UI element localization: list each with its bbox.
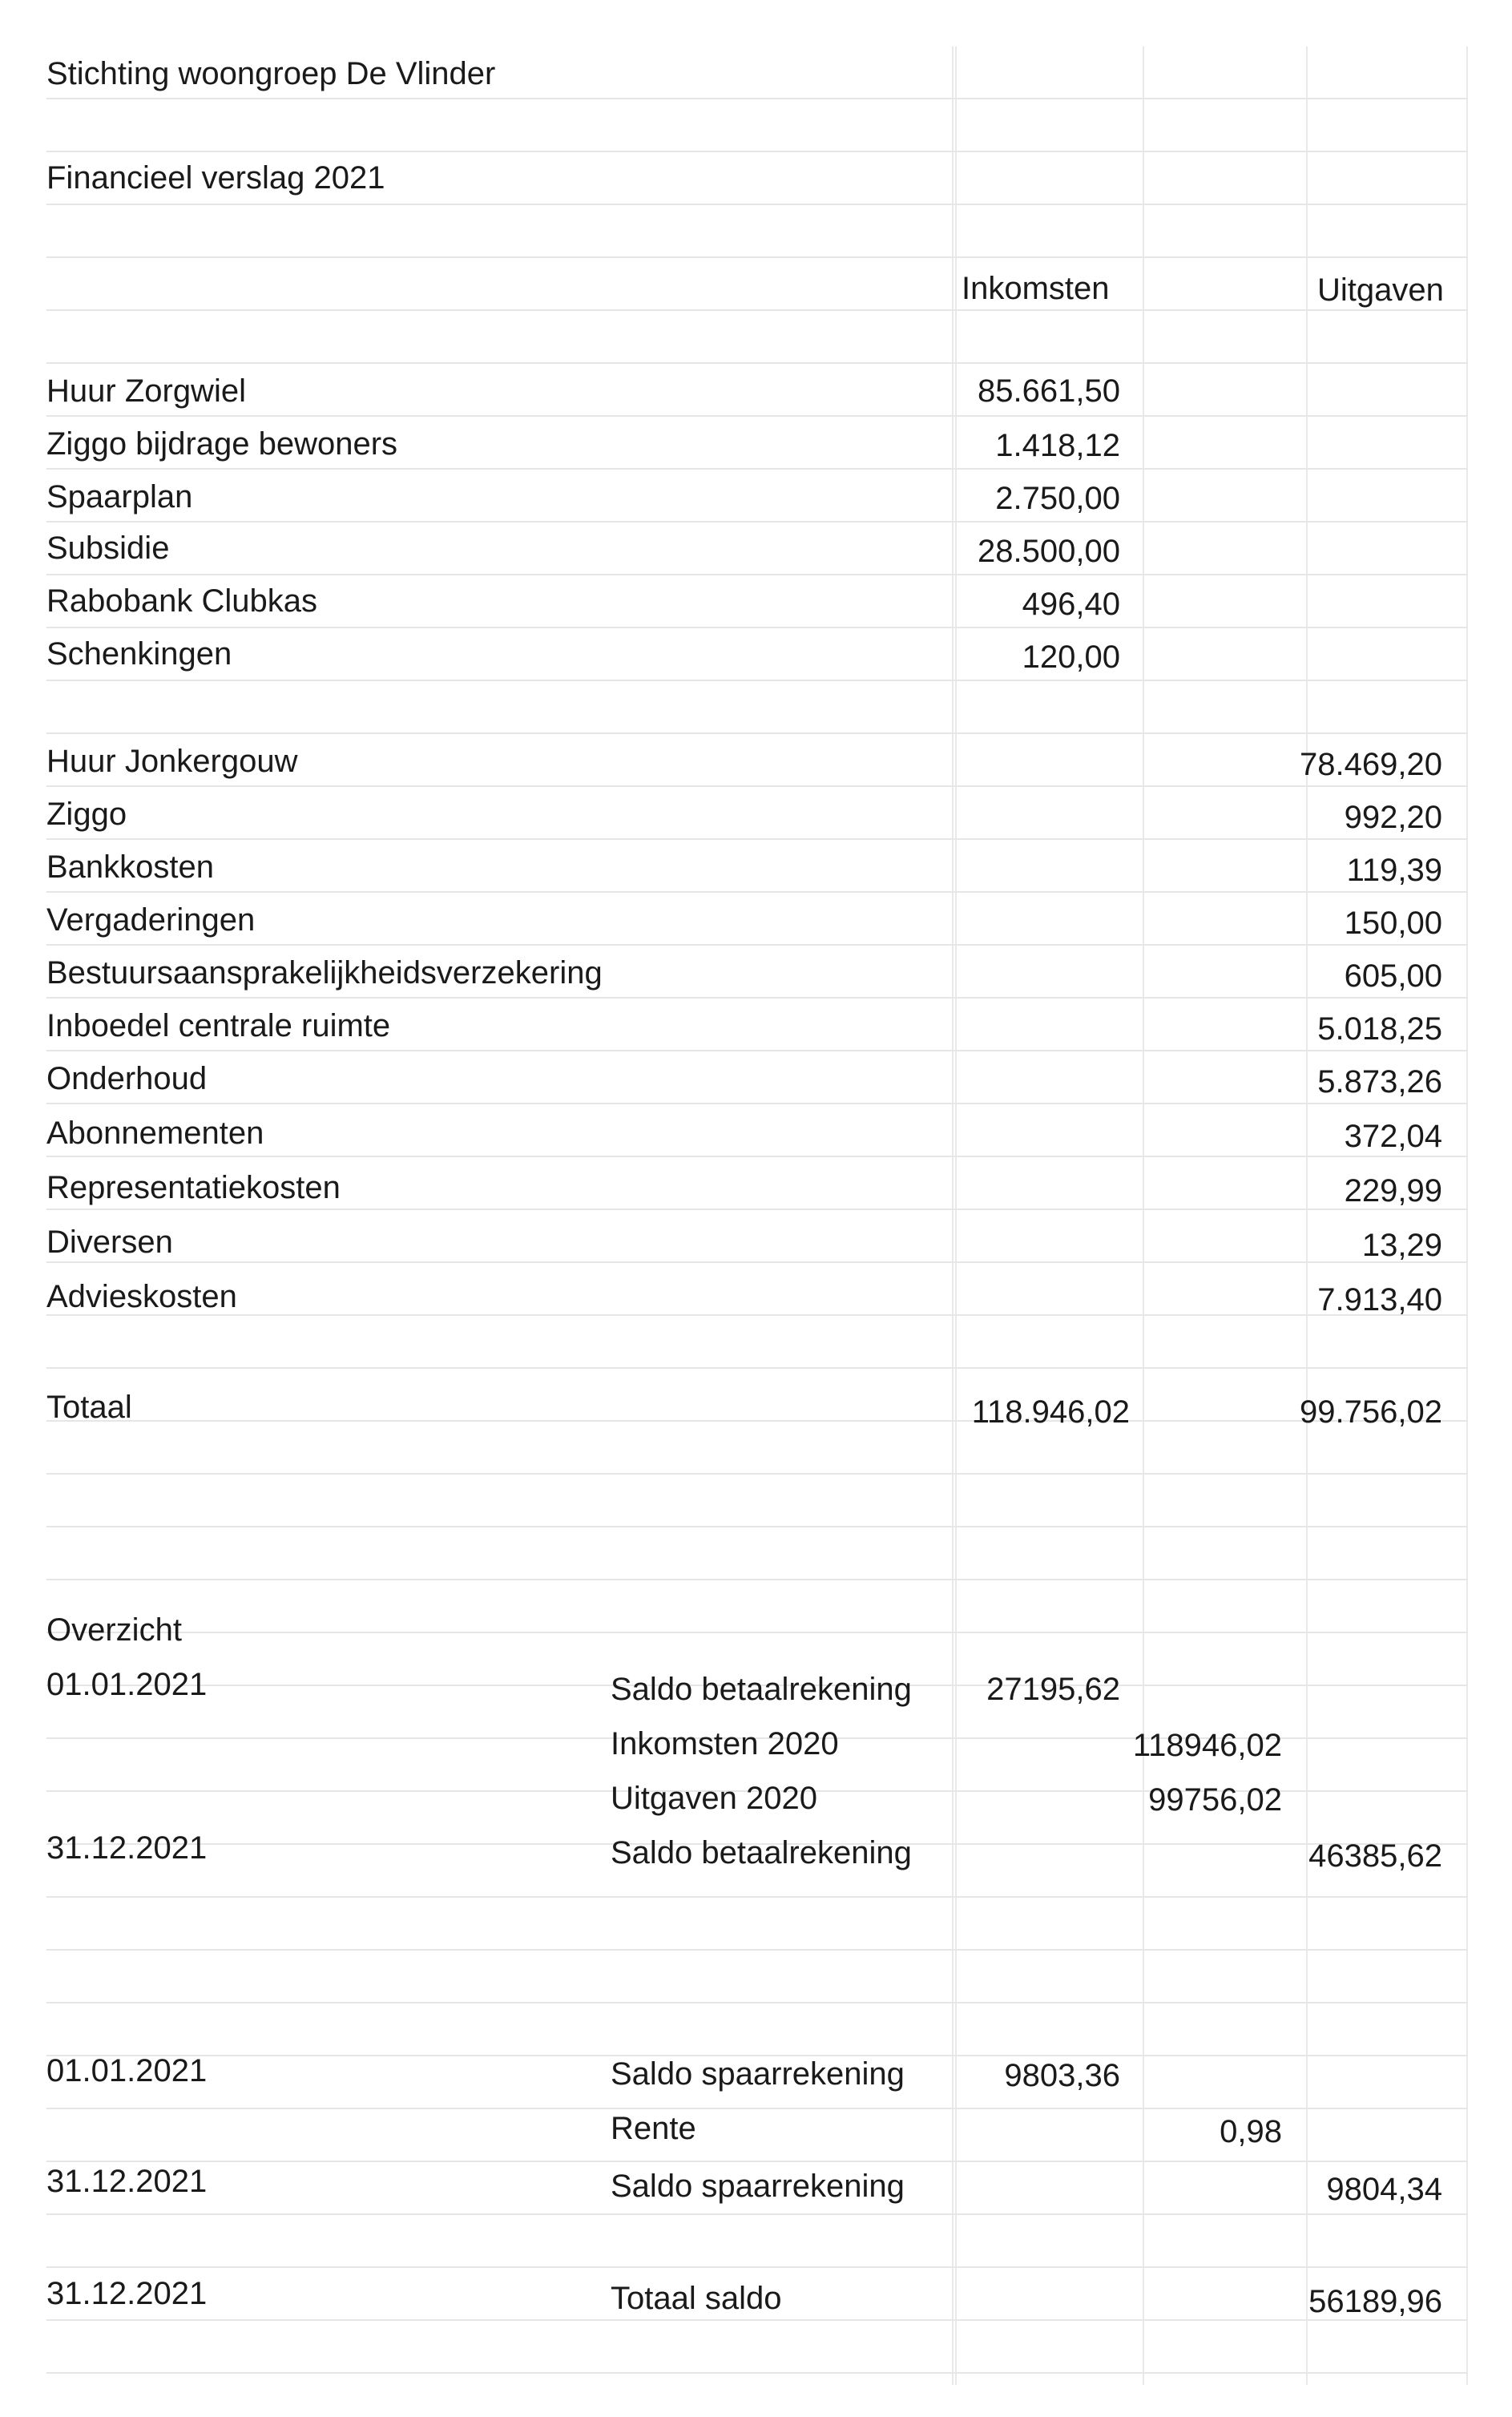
row-divider	[46, 309, 1468, 311]
expense-label: Onderhoud	[46, 1061, 208, 1096]
expense-label: Huur Jonkergouw	[46, 744, 298, 779]
expense-label: Bestuursaansprakelijkheidsverzekering	[46, 955, 603, 991]
expense-label: Abonnementen	[46, 1116, 264, 1151]
expense-amount: 7.913,40	[1317, 1282, 1442, 1317]
row-divider	[46, 2002, 1468, 2003]
expense-amount: 605,00	[1344, 958, 1442, 994]
overview-col-in: 27195,62	[986, 1672, 1120, 1707]
column-divider	[1466, 46, 1468, 2385]
income-label: Schenkingen	[46, 636, 232, 672]
total-expense: 99.756,02	[1300, 1394, 1442, 1430]
report-title: Financieel verslag 2021	[46, 160, 385, 196]
overview-label: Inkomsten 2020	[611, 1726, 839, 1761]
income-amount: 496,40	[1022, 587, 1120, 622]
row-divider	[46, 256, 1468, 258]
row-divider	[46, 1367, 1468, 1369]
expense-label: Vergaderingen	[46, 902, 256, 938]
overview-label: Saldo spaarrekening	[611, 2056, 905, 2092]
overview-col-in: 9803,36	[1004, 2058, 1120, 2093]
total-label: Totaal	[46, 1390, 132, 1425]
expense-amount: 992,20	[1344, 800, 1442, 835]
expense-amount: 372,04	[1344, 1119, 1442, 1154]
column-header-income: Inkomsten	[962, 271, 1110, 306]
row-divider	[46, 362, 1468, 364]
total-income: 118.946,02	[971, 1394, 1130, 1430]
overview-label: Totaal saldo	[611, 2281, 782, 2316]
expense-amount: 119,39	[1346, 853, 1442, 888]
overview-label: Rente	[611, 2111, 696, 2146]
overview-date: 31.12.2021	[46, 1830, 208, 1866]
row-divider	[46, 2213, 1468, 2215]
row-divider	[46, 1579, 1468, 1580]
income-amount: 28.500,00	[978, 534, 1120, 569]
expense-amount: 229,99	[1344, 1173, 1442, 1208]
income-amount: 120,00	[1022, 640, 1120, 675]
overview-col-mid: 118946,02	[1132, 1728, 1282, 1763]
overview-label: Saldo betaalrekening	[611, 1672, 912, 1707]
column-divider	[1143, 46, 1144, 2385]
income-label: Rabobank Clubkas	[46, 583, 317, 619]
overview-col-out: 9804,34	[1326, 2172, 1442, 2207]
overview-date: 31.12.2021	[46, 2276, 208, 2311]
expense-amount: 5.873,26	[1317, 1064, 1442, 1100]
row-divider	[46, 1949, 1468, 1951]
row-divider	[46, 732, 1468, 734]
expense-label: Advieskosten	[46, 1279, 237, 1314]
overview-col-mid: 99756,02	[1148, 1782, 1282, 1818]
row-divider	[46, 1526, 1468, 1527]
row-divider	[46, 204, 1468, 205]
expense-amount: 5.018,25	[1317, 1011, 1442, 1047]
expense-label: Ziggo	[46, 797, 127, 832]
overview-col-out: 56189,96	[1308, 2284, 1442, 2319]
income-amount: 85.661,50	[978, 373, 1120, 409]
row-divider	[46, 2372, 1468, 2374]
overview-date: 01.01.2021	[46, 2053, 208, 2088]
row-divider	[46, 1473, 1468, 1475]
overview-label: Uitgaven 2020	[611, 1781, 817, 1816]
organization-name: Stichting woongroep De Vlinder	[46, 56, 496, 91]
row-divider	[46, 1896, 1468, 1898]
overview-label: Saldo betaalrekening	[611, 1835, 912, 1870]
expense-label: Representatiekosten	[46, 1170, 341, 1205]
row-divider	[46, 680, 1468, 681]
expense-label: Inboedel centrale ruimte	[46, 1008, 391, 1043]
overview-date: 01.01.2021	[46, 1667, 208, 1702]
income-label: Spaarplan	[46, 479, 193, 514]
expense-amount: 150,00	[1344, 906, 1442, 941]
expense-amount: 13,29	[1361, 1228, 1442, 1263]
expense-label: Bankkosten	[46, 849, 215, 885]
overview-label: Saldo spaarrekening	[611, 2169, 905, 2204]
expense-label: Diversen	[46, 1225, 173, 1260]
income-amount: 1.418,12	[995, 428, 1120, 463]
overview-date: 31.12.2021	[46, 2164, 208, 2199]
column-header-expense: Uitgaven	[1317, 272, 1444, 308]
income-amount: 2.750,00	[995, 481, 1120, 516]
expense-amount: 78.469,20	[1300, 747, 1442, 782]
income-label: Huur Zorgwiel	[46, 373, 246, 409]
overview-col-out: 46385,62	[1308, 1838, 1442, 1874]
overview-col-mid: 0,98	[1220, 2114, 1282, 2149]
income-label: Subsidie	[46, 531, 170, 566]
income-label: Ziggo bijdrage bewoners	[46, 426, 398, 462]
overview-title: Overzicht	[46, 1612, 182, 1648]
